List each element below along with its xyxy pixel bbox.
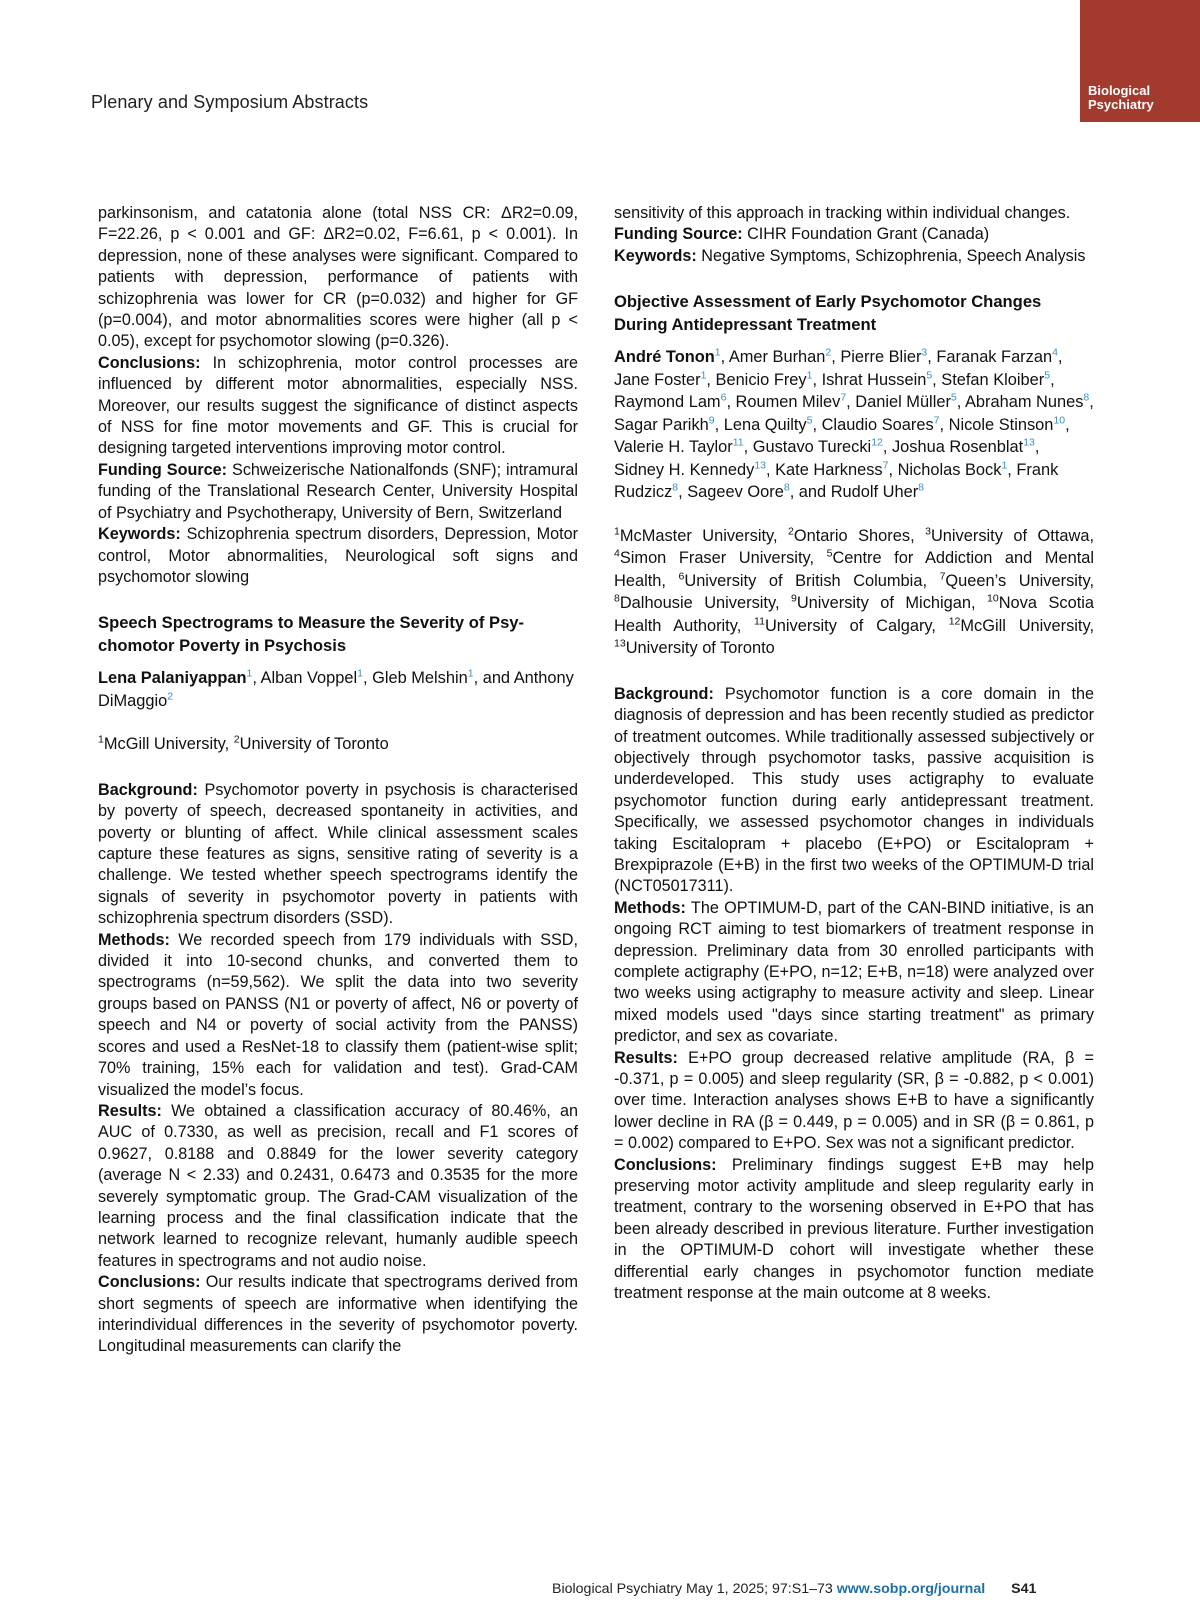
author-separator: ,	[1057, 348, 1063, 367]
results-paragraph	[614, 1048, 1094, 1155]
affiliation-ref-link[interactable]: 7	[933, 414, 940, 427]
affiliation-name: Simon Fraser University	[619, 549, 810, 568]
affiliation-name: University of Ottawa	[930, 526, 1090, 545]
results-text: E+PO group decreased relative amplitude (RA, β = -0.371, p = 0.005) and sleep regularity (SR, β = -0.882, p < 0.001) over time. Interaction analyses shows E+B to have a significantly lower decline in RA (β = 0.449, p = 0.005) and in SR (β = 0.861, p = 0.002) compared to E+PO. Sex was not a significant predictor.	[614, 1048, 1094, 1153]
right-column	[614, 203, 1094, 1305]
affiliation-number: 9	[790, 592, 797, 605]
affiliation-ref-link[interactable]: 7	[840, 391, 847, 404]
author-separator: , and	[789, 483, 831, 502]
conclusions-paragraph	[614, 1155, 1094, 1305]
affiliation-ref-link[interactable]: 7	[882, 459, 889, 472]
affiliation-separator: ,	[774, 594, 791, 613]
author-separator: ,	[1050, 370, 1055, 389]
affiliation-ref-link[interactable]: 5	[950, 391, 957, 404]
author-name: Sidney H. Kennedy	[614, 460, 755, 479]
author-separator: ,	[720, 348, 729, 367]
affiliation-name: McGill University	[960, 616, 1090, 635]
conclusions-text: Preliminary findings suggest E+B may help preserving motor activity amplitude and sleep regularity early in treatment, contrary to the worsening observed in E+PO that has been already described in previous literature. Further investigation in the OPTIMUM-D cohort will investigate whether these differential early changes in psychomotor function mediate treatment response at the main outcome at 8 weeks.	[614, 1155, 1094, 1303]
conclusions-paragraph	[98, 353, 578, 460]
affiliation-number: 6	[678, 570, 685, 583]
author-name: Rudolf Uher	[830, 483, 919, 502]
methods-paragraph	[614, 898, 1094, 1048]
affiliation-separator: ,	[773, 526, 789, 545]
conclusions-paragraph	[98, 1272, 578, 1358]
author-name: Daniel Müller	[855, 393, 951, 412]
affiliation-name: University of British Columbia	[684, 571, 923, 590]
methods-label: Methods:	[98, 930, 170, 949]
affiliation-separator: ,	[224, 735, 234, 754]
author-name: Claudio Soares	[821, 415, 934, 434]
author-separator: ,	[1007, 460, 1017, 479]
affiliation-name: Nova Scotia Health Authority	[614, 594, 1095, 635]
author-name: Ishrat Hussein	[821, 370, 927, 389]
results-label: Results:	[614, 1048, 678, 1067]
funding-label: Funding Source:	[614, 225, 743, 244]
journal-brand-tab[interactable]	[1080, 0, 1200, 122]
continued-paragraph: parkinsonism, and catatonia alone (total NSS CR: ΔR2=0.09, F=22.26, p < 0.001 and GF: ΔR2=0.02, F=6.61, p < 0.001). In depression, none of these analyses were significant. Compared to patients with depression, performance of patients with schizophrenia was lower for CR (p=0.032) and higher for GF (p=0.004), and motor abnormalities scores were higher (all p < 0.05), except for psychomotor slowing (p=0.326).	[98, 204, 578, 351]
results-paragraph	[98, 1101, 578, 1272]
affiliation-ref-link[interactable]: 10	[1053, 414, 1066, 427]
affiliation-separator: ,	[922, 571, 940, 590]
results-label: Results:	[98, 1101, 162, 1120]
funding-paragraph	[614, 224, 1094, 245]
affiliation-ref-link[interactable]: 1	[714, 346, 721, 359]
author-separator: ,	[714, 415, 724, 434]
background-text: Psychomotor poverty in psychosis is characterised by poverty of speech, decreased spontaneity in activities, and poverty or blunting of affect. While clinical assessment scales capture these features as signs, sensitive rating of severity is a challenge. We tested whether speech spectrograms identify the signals of severity in psychomotor poverty in patients with schizophrenia spectrum disorders (SSD).	[98, 780, 578, 928]
author-name: Nicholas Bock	[897, 460, 1002, 479]
author-name: Pierre Blier	[840, 348, 922, 367]
author-separator: ,	[743, 438, 753, 457]
affiliation-ref-link[interactable]: 13	[754, 459, 767, 472]
funding-text: CIHR Foundation Grant (Canada)	[742, 225, 990, 244]
author-name: Amer Burhan	[728, 348, 826, 367]
author-separator: ,	[888, 460, 898, 479]
affiliation-separator: ,	[931, 616, 949, 635]
affiliation-name: Dalhousie University	[619, 594, 775, 613]
affiliation-ref-link[interactable]: 1	[700, 369, 707, 382]
author-separator: ,	[846, 393, 856, 412]
affiliation-separator: ,	[971, 594, 988, 613]
affiliation-separator: ,	[1089, 526, 1095, 545]
author-separator: ,	[812, 415, 822, 434]
author-name: Sagar Parikh	[614, 415, 709, 434]
affiliation-name: Ontario Shores	[793, 526, 911, 545]
affiliation-separator: ,	[1089, 616, 1094, 635]
author-separator: ,	[726, 393, 736, 412]
author-name: Valerie H. Taylor	[614, 438, 733, 457]
page-footer	[552, 1581, 1036, 1597]
affiliation-number: 1	[614, 525, 620, 538]
author-name: André Tonon	[614, 348, 715, 367]
author-name: Lena Palaniyappan	[98, 669, 247, 688]
author-separator: , and	[473, 669, 514, 688]
methods-paragraph	[98, 930, 578, 1101]
affiliation-ref-link[interactable]: 5	[806, 414, 813, 427]
affiliation-number: 4	[614, 547, 620, 560]
author-separator: ,	[882, 438, 892, 457]
affiliation-ref-link[interactable]: 1	[357, 667, 363, 680]
background-label: Background:	[98, 780, 198, 799]
affiliation-ref-link[interactable]: 1	[467, 667, 474, 680]
methods-text: The OPTIMUM-D, part of the CAN-BIND initiative, is an ongoing RCT aiming to test biomarkers of treatment response in depression. Preliminary data from 30 enrolled participants with complete actigraphy (E+PO, n=12; E+B, n=18) were analyzed over two weeks using actigraphy to measure activity and sleep. Linear mixed models used "days since starting treatment" as primary predictor, and sex as covariate.	[614, 898, 1094, 1046]
section-title: Plenary and Symposium Abstracts	[91, 92, 369, 112]
affiliation-number: 13	[614, 637, 626, 650]
footer-citation: Biological Psychiatry May 1, 2025; 97:S1–73	[552, 1581, 837, 1597]
conclusions-text: Our results indicate that spectrograms derived from short segments of speech are informative when identifying the interindividual differences in the severity of psychomotor poverty. Longitudinal measurements can clarify the	[98, 1273, 578, 1356]
affiliation-ref-link[interactable]: 9	[708, 414, 715, 427]
article-title: Objective Assessment of Early Psychomotor Changes During Antidepressant Treatment	[614, 292, 1042, 334]
affiliation-ref-link[interactable]: 8	[1083, 391, 1090, 404]
affiliation-ref-link[interactable]: 2	[825, 346, 832, 359]
author-name: Benicio Frey	[715, 370, 807, 389]
results-text: We obtained a classification accuracy of 80.46%, an AUC of 0.7330, as well as precision, recall and F1 scores of 0.9627, 0.8188 and 0.8849 for the lower severity category (average N < 2.33) and 0.2431, 0.6473 and 0.3535 for the more severely symptomatic group. The Grad-CAM visualization of the learning process and the final classification indicate that the network learned to recognize relevant, humanly audible speech features in spectrograms and not audio noise.	[98, 1101, 578, 1270]
affiliation-number: 7	[939, 570, 946, 583]
affiliation-separator: ,	[809, 549, 827, 568]
left-column	[98, 203, 578, 1358]
affiliation-name: University of Calgary	[764, 616, 932, 635]
background-paragraph	[614, 684, 1094, 898]
author-name: Gustavo Turecki	[752, 438, 872, 457]
affiliation-name: McGill University	[103, 735, 225, 754]
author-separator: ,	[766, 460, 776, 479]
affiliation-ref-link[interactable]: 6	[720, 391, 727, 404]
affiliation-name: Queen’s University	[945, 571, 1090, 590]
affiliation-number: 11	[754, 615, 765, 628]
author-separator: ,	[939, 415, 949, 434]
background-text: Psychomotor function is a core domain in the diagnosis of depression and has been recently studied as predictor of treatment outcomes. While traditionally assessed subjectively or objectively through psychomotor tasks, passive acquisition is underdeveloped. This study uses actigraphy to evaluate psychomotor function during early antidepressant treatment. Specifically, we assessed psychomotor changes in individuals taking Escitalopram + placebo (E+PO) or Escitalopram + Brexpiprazole (E+B) in the first two weeks of the OPTIMUM-D trial (NCT05017311).	[614, 684, 1094, 896]
author-name: Raymond Lam	[614, 393, 721, 412]
affiliation-name: University of Toronto	[239, 735, 389, 754]
affiliation-ref-link[interactable]: 5	[926, 369, 933, 382]
author-separator: ,	[252, 669, 261, 688]
page-number: S41	[1011, 1581, 1037, 1597]
author-separator: ,	[678, 483, 688, 502]
author-name: Stefan Kloiber	[941, 370, 1045, 389]
affiliation-number: 2	[233, 733, 240, 746]
affiliation-ref-link[interactable]: 11	[732, 436, 744, 449]
author-separator: ,	[831, 348, 841, 367]
affiliation-list	[614, 525, 1094, 660]
author-separator: ,	[1089, 393, 1094, 412]
affiliation-number: 10	[987, 592, 999, 605]
methods-label: Methods:	[614, 898, 686, 917]
affiliation-number: 3	[925, 525, 931, 538]
affiliation-ref-link[interactable]: 1	[1001, 459, 1008, 472]
keywords-text: Schizophrenia spectrum disorders, Depression, Motor control, Motor abnormalities, Neurological soft signs and psychomotor slowing	[98, 525, 578, 586]
affiliation-separator: ,	[1089, 571, 1095, 590]
affiliation-ref-link[interactable]: 8	[783, 481, 790, 494]
affiliation-ref-link[interactable]: 1	[246, 667, 253, 680]
funding-label: Funding Source:	[98, 460, 228, 479]
keywords-paragraph	[98, 524, 578, 588]
affiliation-ref-link[interactable]: 4	[1052, 346, 1058, 359]
author-name: Gleb Melshin	[372, 669, 468, 688]
affiliation-number: 12	[948, 615, 961, 628]
author-separator: ,	[812, 370, 822, 389]
conclusions-text: In schizophrenia, motor control processes are influenced by different motor abnormalities, especially NSS. Moreover, our results suggest the significance of distinct aspects of NSS for fine motor movements and GF. This is crucial for designing targeted interventions improving motor control.	[98, 353, 578, 458]
affiliation-name: University of Michigan	[796, 594, 971, 613]
affiliation-ref-link[interactable]: 3	[921, 346, 928, 359]
conclusions-label: Conclusions:	[98, 353, 201, 372]
affiliation-number: 5	[826, 547, 833, 560]
affiliation-ref-link[interactable]: 8	[672, 481, 679, 494]
background-label: Background:	[614, 684, 714, 703]
affiliation-separator: ,	[661, 571, 679, 590]
affiliation-name: University of Toronto	[625, 639, 775, 658]
author-name: Jane Foster	[614, 370, 701, 389]
author-name: Joshua Rosenblat	[891, 438, 1024, 457]
conclusions-label: Conclusions:	[614, 1155, 717, 1174]
brand-line-2: Psychiatry	[1088, 97, 1154, 112]
continued-paragraph: sensitivity of this approach in tracking within individual changes.	[614, 204, 1071, 222]
affiliation-name: Centre for Addiction and Mental Health	[614, 549, 1095, 590]
affiliation-ref-link[interactable]: 8	[918, 481, 925, 494]
affiliation-ref-link[interactable]: 13	[1023, 436, 1035, 449]
author-name: Nicole Stinson	[948, 415, 1054, 434]
affiliation-number: 1	[98, 733, 104, 746]
author-name: Abraham Nunes	[964, 393, 1084, 412]
author-list	[614, 346, 1094, 504]
author-name: Sageev Oore	[687, 483, 784, 502]
funding-paragraph	[98, 460, 578, 524]
author-name: Anthony DiMaggio	[98, 669, 574, 710]
affiliation-name: McMaster University	[619, 526, 773, 545]
author-separator: ,	[956, 393, 965, 412]
affiliation-ref-link[interactable]: 5	[1044, 369, 1051, 382]
author-separator: ,	[932, 370, 942, 389]
methods-text: We recorded speech from 179 individuals with SSD, divided it into 10-second chunks, and converted them to spectrograms (n=59,562). We split the data into two severity groups based on PANSS (N1 or poverty of affect, N6 or poverty of speech and N4 or poverty of social activity from the PANSS) scores and used a ResNet-18 to classify them (patient-wise split; 70% training, 15% each for validation and test). Grad-CAM visualized the model’s focus.	[98, 930, 578, 1099]
background-paragraph	[98, 780, 578, 930]
affiliation-ref-link[interactable]: 2	[167, 690, 174, 703]
keywords-paragraph	[614, 246, 1094, 267]
journal-url-link[interactable]: www.sobp.org/journal	[836, 1581, 986, 1597]
author-name: Alban Voppel	[260, 669, 358, 688]
author-name: Lena Quilty	[723, 415, 807, 434]
author-separator: ,	[1065, 415, 1070, 434]
author-list	[98, 667, 578, 712]
affiliation-ref-link[interactable]: 1	[806, 369, 813, 382]
keywords-label: Keywords:	[614, 246, 697, 265]
author-separator: ,	[706, 370, 716, 389]
author-separator: ,	[362, 669, 373, 688]
author-separator: ,	[1034, 438, 1040, 457]
author-separator: ,	[927, 348, 937, 367]
author-name: Kate Harkness	[775, 460, 883, 479]
author-name: Faranak Farzan	[936, 348, 1053, 367]
affiliation-ref-link[interactable]: 12	[871, 436, 883, 449]
affiliation-number: 8	[614, 592, 620, 605]
author-name: Frank Rudzicz	[614, 460, 1059, 502]
conclusions-label: Conclusions:	[98, 1273, 201, 1292]
affiliation-separator: ,	[910, 526, 926, 545]
affiliation-list	[98, 733, 578, 756]
keywords-text: Negative Symptoms, Schizophrenia, Speech Analysis	[696, 246, 1086, 265]
keywords-label: Keywords:	[98, 525, 181, 544]
brand-line-1: Biological	[1088, 83, 1151, 98]
author-name: Roumen Milev	[735, 393, 841, 412]
funding-text: Schweizerische Nationalfonds (SNF); intramural funding of the Translational Research Center, University Hospital of Psychiatry and Psychotherapy, University of Bern, Switzerland	[98, 460, 578, 522]
affiliation-number: 2	[788, 525, 794, 538]
article-title: Speech Spectrograms to Measure the Severity of Psychomotor Poverty in Psychosis	[98, 613, 525, 655]
affiliation-separator: ,	[736, 616, 755, 635]
